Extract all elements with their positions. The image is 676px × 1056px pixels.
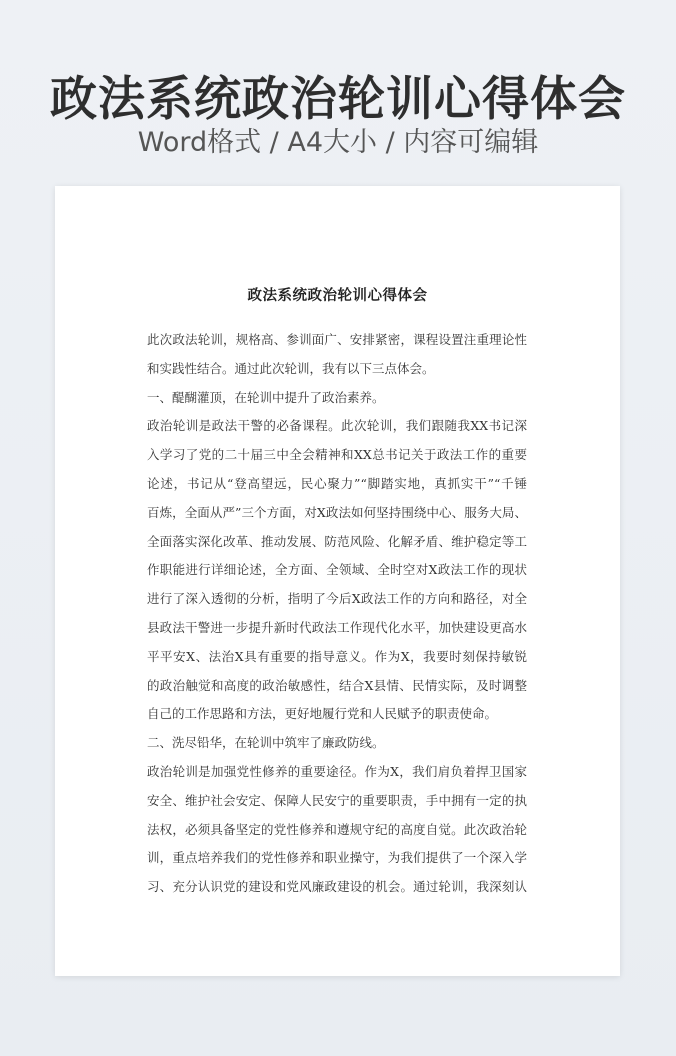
document-line: 平平安X、法治X具有重要的指导意义。作为X，我要时刻保持敏锐 xyxy=(147,648,527,664)
document-line: 和实践性结合。通过此次轮训，我有以下三点体会。 xyxy=(147,360,435,376)
document-line: 安全、维护社会安定、保障人民安宁的重要职责，手中拥有一定的执 xyxy=(147,792,527,808)
document-line: 法权，必须具备坚定的党性修养和遵规守纪的高度自觉。此次政治轮 xyxy=(147,821,527,837)
banner-subtitle: Word格式 / A4大小 / 内容可编辑 xyxy=(137,127,539,158)
document-title: 政法系统政治轮训心得体会 xyxy=(247,287,428,304)
document-line: 二、洗尽铅华，在轮训中筑牢了廉政防线。 xyxy=(147,735,385,751)
document-line: 的政治触觉和高度的政治敏感性，结合X县情、民情实际，及时调整 xyxy=(147,677,527,693)
document-line: 政治轮训是加强党性修养的重要途径。作为X，我们肩负着捍卫国家 xyxy=(147,763,527,779)
document-line: 政治轮训是政法干警的必备课程。此次轮训，我们跟随我XX书记深 xyxy=(147,418,527,434)
document-line: 进行了深入透彻的分析，指明了今后X政法工作的方向和路径，对全 xyxy=(147,591,527,607)
banner-title: 政法系统政治轮训心得体会 xyxy=(50,72,626,127)
document-line: 自己的工作思路和方法，更好地履行党和人民赋予的职责使命。 xyxy=(147,706,498,722)
document-line: 此次政法轮训，规格高、参训面广、安排紧密，课程设置注重理论性 xyxy=(147,332,527,347)
document-line: 入学习了党的二十届三中全会精神和XX总书记关于政法工作的重要 xyxy=(147,447,527,463)
document-line: 百炼，全面从严”三个方面，对X政法如何坚持围绕中心、服务大局、 xyxy=(147,504,527,520)
document-line: 作职能进行详细论述，全方面、全领域、全时空对X政法工作的现状 xyxy=(147,562,527,578)
document-line: 论述，书记从“登高望远，民心聚力”“脚踏实地，真抓实干”“千锤 xyxy=(147,475,527,491)
document-line: 训，重点培养我们的党性修养和职业操守，为我们提供了一个深入学 xyxy=(147,850,527,866)
document-line: 习、充分认识党的建设和党风廉政建设的机会。通过轮训，我深刻认 xyxy=(147,879,527,895)
document-line: 县政法干警进一步提升新时代政法工作现代化水平，加快建设更高水 xyxy=(147,619,527,635)
document-line: 一、醍醐灌顶，在轮训中提升了政治素养。 xyxy=(147,389,385,405)
document-body xyxy=(147,326,527,902)
document-line: 全面落实深化改革、推动发展、防范风险、化解矛盾、维护稳定等工 xyxy=(147,533,527,549)
document-page xyxy=(55,186,620,976)
